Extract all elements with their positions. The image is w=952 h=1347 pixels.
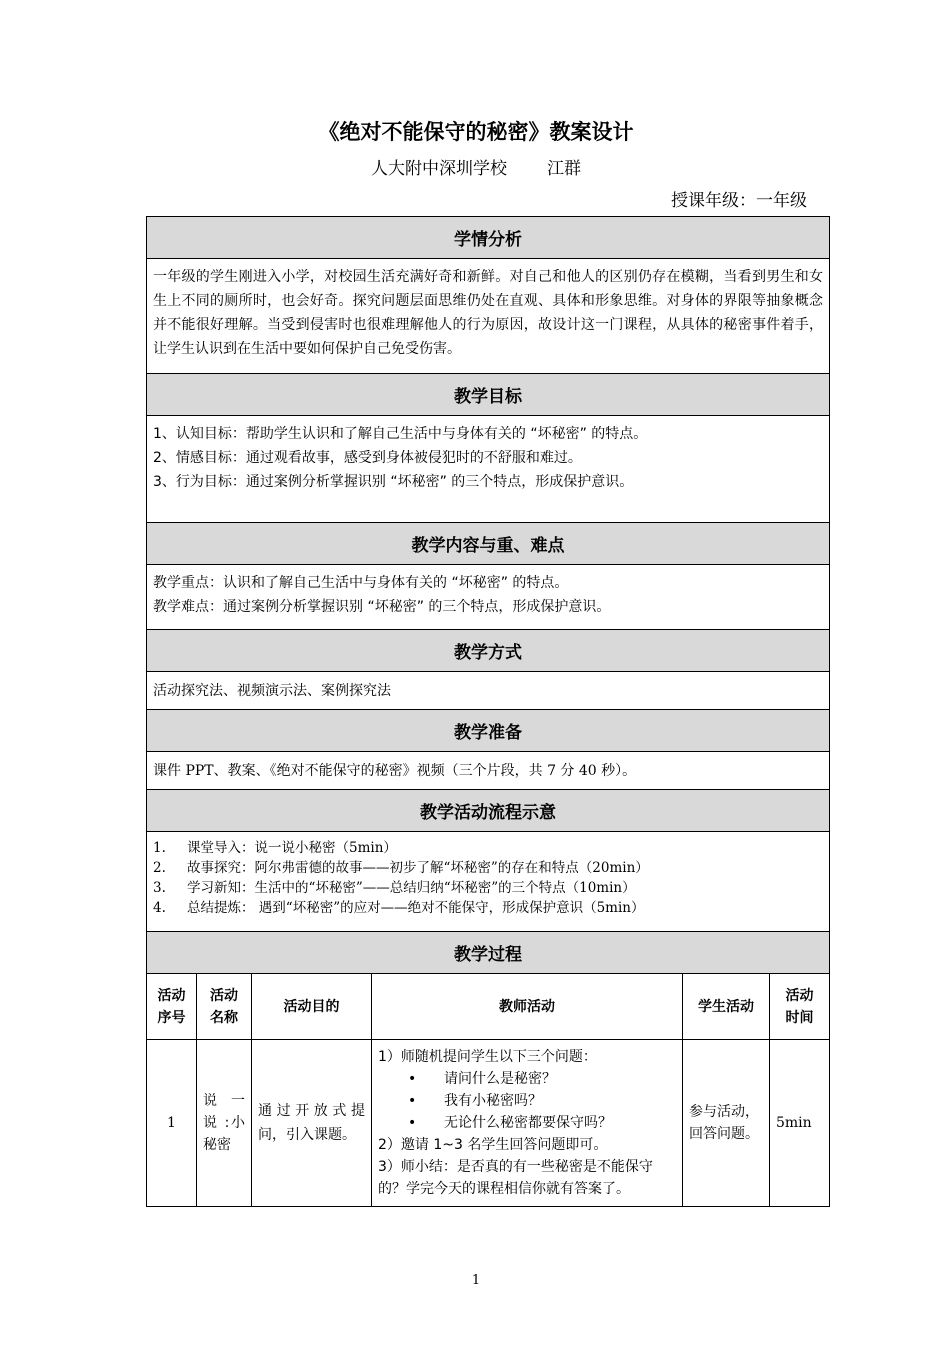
goal-item: 1、认知目标：帮助学生认识和了解自己生活中与身体有关的 “坏秘密” 的特点。 <box>153 426 648 442</box>
row-time: 5min <box>770 1040 830 1207</box>
teacher-step: 1）师随机提问学生以下三个问题： <box>378 1049 597 1065</box>
page-title: 《绝对不能保守的秘密》教案设计 <box>318 120 634 144</box>
row-name: 说 一说 :小秘密 <box>197 1040 252 1207</box>
analysis-body <box>147 259 830 374</box>
subtitle <box>0 154 952 179</box>
prep-text: 课件 PPT、教案、《绝对不能保守的秘密》视频（三个片段，共 7 分 40 秒）。 <box>153 762 637 779</box>
method-text: 活动探究法、视频演示法、案例探究法 <box>153 682 391 699</box>
prep-body <box>147 752 830 790</box>
col-header-purpose: 活动目的 <box>252 974 372 1040</box>
row-teacher-activity <box>372 1040 683 1207</box>
teacher-step: 2）邀请 1~3 名学生回答问题即可。 <box>378 1137 608 1153</box>
goals-body <box>147 416 830 523</box>
table-row <box>147 1040 830 1207</box>
content-heading: 教学内容与重、难点 <box>147 523 830 565</box>
content-body <box>147 565 830 630</box>
col-header-teacher: 教师活动 <box>372 974 683 1040</box>
teacher-step: 3）师小结：是否真的有一些秘密是不能保守的？学完今天的课程相信你就有答案了。 <box>378 1159 653 1197</box>
col-header-time: 活动时间 <box>770 974 830 1040</box>
analysis-text: 一年级的学生刚进入小学，对校园生活充满好奇和新鲜。对自己和他人的区别仍存在模糊，当看到男生和女生上不同的厕所时，也会好奇。探究问题层面思维仍处在直观、具体和形象思维。对身体的界限等抽象概念并不能很好理解。当受到侵害时也很难理解他人的行为原因，故设计这一门课程，从具体的秘密事件着手，让学生认识到在生活中要如何保护自己免受伤害。 <box>153 269 823 357</box>
grade-label: 授课年级：一年级 <box>671 191 807 211</box>
flow-item: 2. 故事探究：阿尔弗雷德的故事——初步了解“坏秘密”的存在和特点（20min） <box>153 860 649 876</box>
analysis-heading: 学情分析 <box>147 217 830 259</box>
lesson-plan-table <box>146 216 830 1207</box>
flow-item: 1. 课堂导入：说一说小秘密（5min） <box>153 840 397 856</box>
process-heading: 教学过程 <box>147 932 830 974</box>
content-item: 教学难点：通过案例分析掌握识别 “坏秘密” 的三个特点，形成保护意识。 <box>153 599 611 615</box>
teacher-bullet: • 我有小秘密吗？ <box>408 1093 542 1109</box>
prep-heading: 教学准备 <box>147 710 830 752</box>
author-name: 江群 <box>547 159 581 179</box>
flow-body <box>147 832 830 932</box>
method-body <box>147 672 830 710</box>
teacher-bullet: • 无论什么秘密都要保守吗？ <box>408 1115 612 1131</box>
school-name: 人大附中深圳学校 <box>371 159 507 179</box>
col-header-student: 学生活动 <box>683 974 770 1040</box>
goals-heading: 教学目标 <box>147 374 830 416</box>
col-header-seq: 活动序号 <box>147 974 197 1040</box>
row-student-activity: 参与活动，回答问题。 <box>683 1040 770 1207</box>
method-heading: 教学方式 <box>147 630 830 672</box>
page-number: 1 <box>471 1273 481 1288</box>
row-purpose: 通过开放式提问，引入课题。 <box>252 1040 372 1207</box>
flow-heading: 教学活动流程示意 <box>147 790 830 832</box>
goal-item: 2、情感目标：通过观看故事，感受到身体被侵犯时的不舒服和难过。 <box>153 450 582 466</box>
flow-item: 4. 总结提炼： 遇到“坏秘密”的应对——绝对不能保守，形成保护意识（5min） <box>153 900 645 916</box>
content-item: 教学重点：认识和了解自己生活中与身体有关的 “坏秘密” 的特点。 <box>153 575 569 591</box>
teacher-bullet: • 请问什么是秘密？ <box>408 1071 556 1087</box>
goal-item: 3、行为目标：通过案例分析掌握识别 “坏秘密” 的三个特点，形成保护意识。 <box>153 474 634 490</box>
flow-item: 3. 学习新知：生活中的“坏秘密”——总结归纳“坏秘密”的三个特点（10min） <box>153 880 636 896</box>
col-header-name: 活动名称 <box>197 974 252 1040</box>
row-seq: 1 <box>147 1040 197 1207</box>
